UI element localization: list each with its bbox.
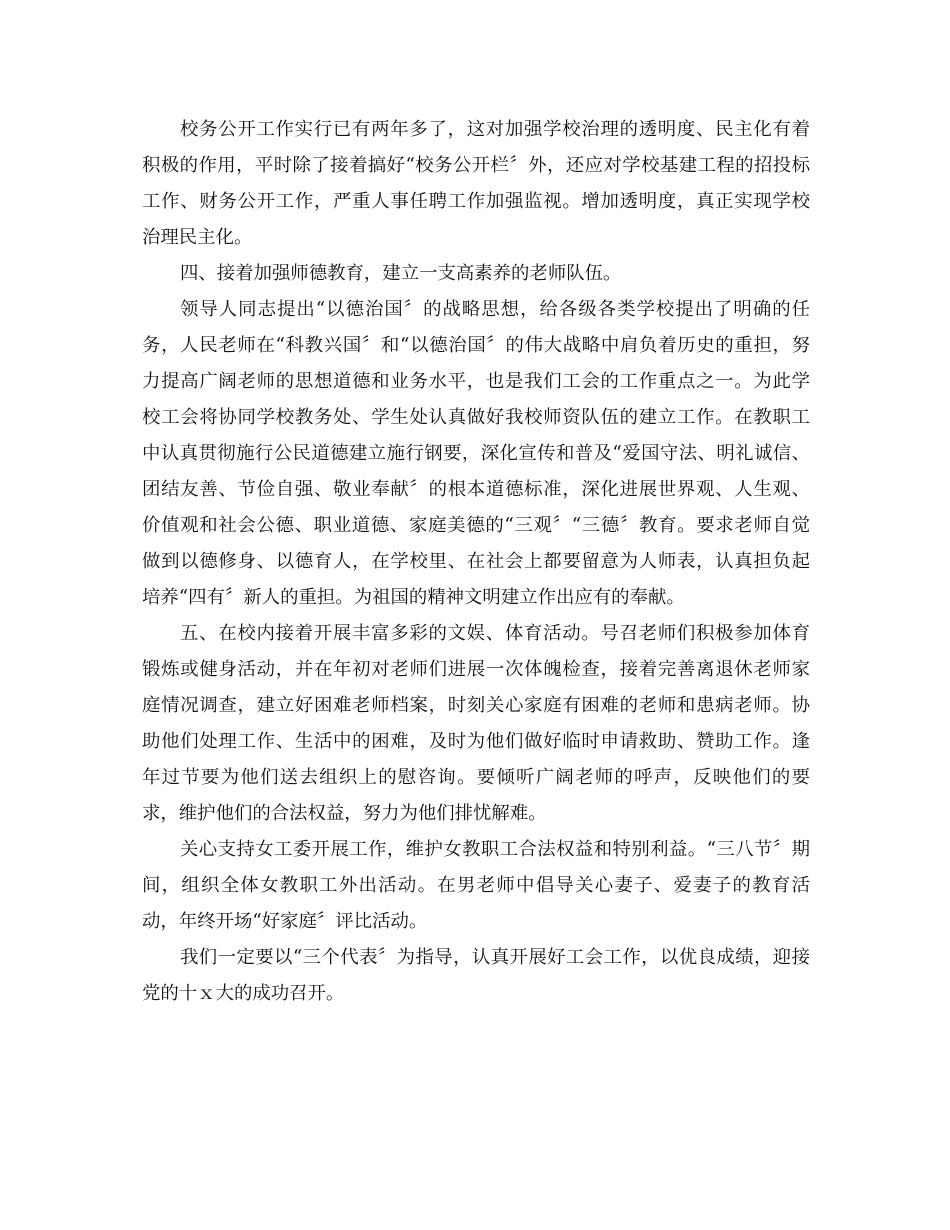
- text-line: 求，维护他们的合法权益，努力为他们排忧解难。: [142, 803, 547, 824]
- text-line: 治理民主化。: [142, 227, 253, 248]
- text-line: 关心支持女工委开展工作，维护女教职工合法权益和特别利益。“三八节〞期: [180, 839, 810, 860]
- document-body: [142, 112, 810, 1012]
- text-line: 力提高广阔老师的思想道德和业务水平，也是我们工会的工作重点之一。为此学: [142, 371, 810, 392]
- text-line: 务，人民老师在“科教兴国〞和“以德治国〞的伟大战略中肩负着历史的重担，努: [142, 335, 810, 356]
- section-heading: 四、接着加强师德教育，建立一支高素养的老师队伍。: [180, 263, 622, 284]
- text-line: 年过节要为他们送去组织上的慰咨询。要倾听广阔老师的呼声，反映他们的要: [142, 767, 810, 788]
- text-line: 锻炼或健身活动，并在年初对老师们进展一次体魄检查，接着完善离退休老师家: [142, 659, 810, 680]
- text-line: 工作、财务公开工作，严重人事任聘工作加强监视。增加透明度，真正实现学校: [142, 191, 810, 212]
- text-line: 价值观和社会公德、职业道德、家庭美德的“三观〞“三德〞教育。要求老师自觉: [142, 515, 810, 536]
- text-line: 培养“四有〞新人的重担。为祖国的精神文明建立作出应有的奉献。: [142, 587, 685, 608]
- text-line: 动，年终开场“好家庭〞评比活动。: [142, 911, 428, 932]
- text-line: 校工会将协同学校教务处、学生处认真做好我校师资队伍的建立工作。在教职工: [142, 407, 810, 428]
- text-line: 中认真贯彻施行公民道德建立施行钢要，深化宣传和普及“爱国守法、明礼诚信、: [142, 443, 810, 464]
- text-line: 领导人同志提出“以德治国〞的战略思想，给各级各类学校提出了明确的任: [180, 299, 810, 320]
- text-line: 党的十ｘ大的成功召开。: [142, 983, 345, 1004]
- text-line: 我们一定要以“三个代表〞为指导，认真开展好工会工作，以优良成绩，迎接: [180, 947, 810, 968]
- text-line: 助他们处理工作、生活中的困难，及时为他们做好临时申请救助、赞助工作。逢: [142, 731, 810, 752]
- text-line: 间，组织全体女教职工外出活动。在男老师中倡导关心妻子、爱妻子的教育活: [142, 875, 810, 896]
- text-line: 团结友善、节俭自强、敬业奉献〞的根本道德标准，深化进展世界观、人生观、: [142, 479, 810, 500]
- text-line: 五、在校内接着开展丰富多彩的文娱、体育活动。号召老师们积极参加体育: [180, 623, 810, 644]
- text-line: 积极的作用，平时除了接着搞好“校务公开栏〞外，还应对学校基建工程的招投标: [142, 155, 810, 176]
- text-line: 做到以德修身、以德育人，在学校里、在社会上都要留意为人师表，认真担负起: [142, 551, 810, 572]
- text-line: 校务公开工作实行已有两年多了，这对加强学校治理的透明度、民主化有着: [180, 119, 810, 140]
- text-line: 庭情况调查，建立好困难老师档案，时刻关心家庭有困难的老师和患病老师。协: [142, 695, 810, 716]
